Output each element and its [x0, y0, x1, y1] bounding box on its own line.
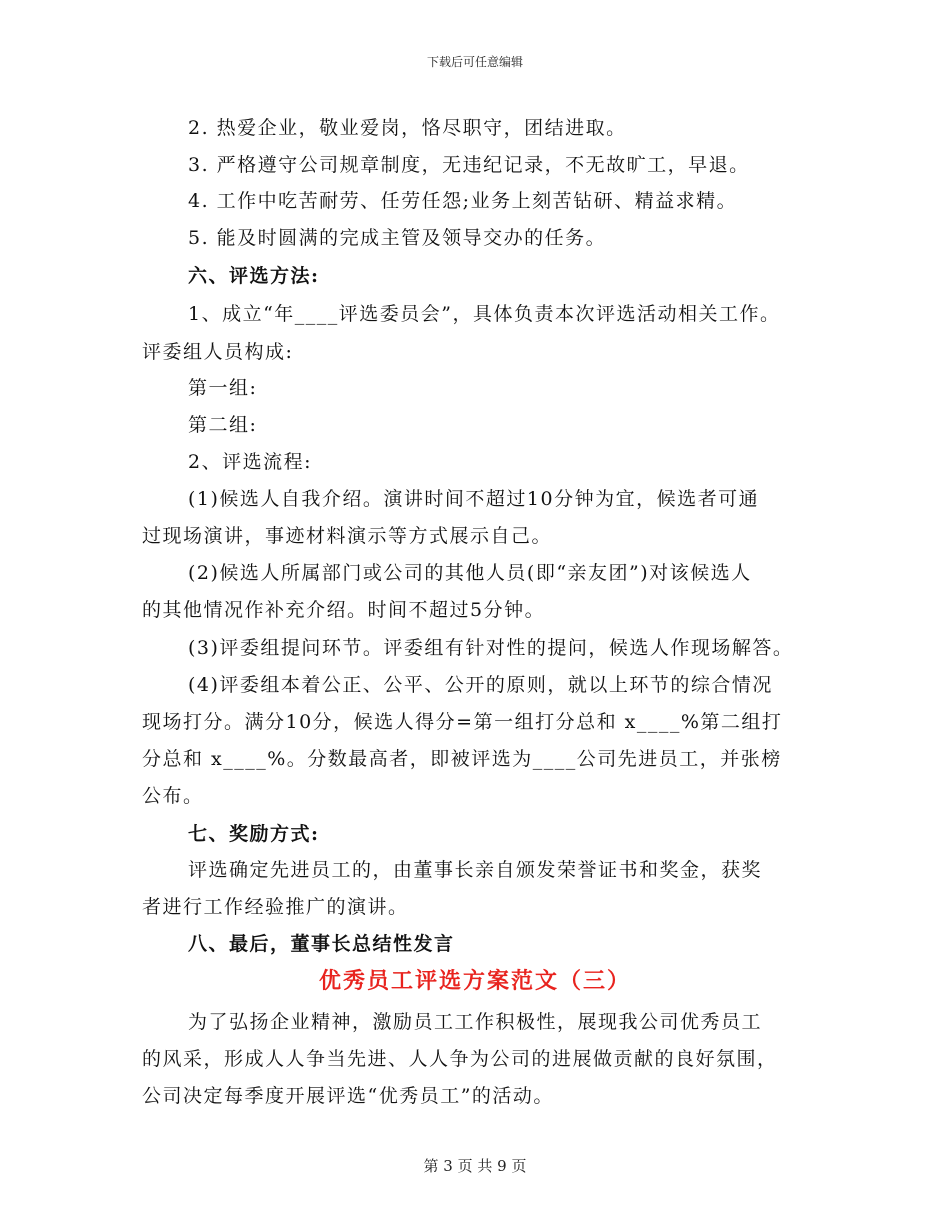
paragraph-line: 过现场演讲，事迹材料演示等方式展示自己。 — [142, 525, 553, 547]
page-number: 第 3 页 共 9 页 — [423, 1157, 527, 1175]
list-item: 4. 工作中吃苦耐劳、任劳任怨;业务上刻苦钻研、精益求精。 — [188, 190, 738, 212]
section-title: 优秀员工评选方案范文（三） — [318, 969, 631, 994]
paragraph-line: 2、评选流程: — [188, 451, 312, 473]
paragraph-line: (4)评委组本着公正、公平、公开的原则，就以上环节的综合情况 — [188, 674, 773, 696]
paragraph-line: (2)候选人所属部门或公司的其他人员(即“亲友团”)对该候选人 — [188, 562, 752, 584]
section-heading: 六、评选方法: — [188, 265, 320, 287]
paragraph-line: 的其他情况作补充介绍。时间不超过5分钟。 — [142, 599, 546, 621]
paragraph-line: 公司决定每季度开展评选“优秀员工”的活动。 — [142, 1085, 554, 1107]
paragraph-line: 评委组人员构成: — [142, 341, 294, 363]
paragraph-line: 分总和 x____%。分数最高者，即被评选为____公司先进员工，并张榜 — [142, 748, 782, 770]
section-heading: 七、奖励方式: — [188, 823, 320, 845]
list-item: 5. 能及时圆满的完成主管及领导交办的任务。 — [188, 227, 607, 249]
list-item: 3. 严格遵守公司规章制度，无违纪记录，不无故旷工，早退。 — [188, 154, 750, 176]
paragraph-line: 现场打分。满分10分，候选人得分=第一组打分总和 x____%第二组打 — [142, 711, 783, 733]
page-header: 下载后可任意编辑 — [426, 55, 523, 69]
paragraph-line: (1)候选人自我介绍。演讲时间不超过10分钟为宜，候选者可通 — [188, 488, 760, 510]
section-heading: 八、最后，董事长总结性发言 — [188, 933, 455, 955]
paragraph-line: 1、成立“年____评选委员会”，具体负责本次评选活动相关工作。 — [188, 303, 781, 325]
paragraph-line: 第一组: — [188, 377, 258, 399]
list-item: 2. 热爱企业，敬业爱岗，恪尽职守，团结进取。 — [188, 117, 627, 139]
paragraph-line: (3)评委组提问环节。评委组有针对性的提问，候选人作现场解答。 — [188, 637, 794, 659]
paragraph-line: 评选确定先进员工的，由董事长亲自颁发荣誉证书和奖金，获奖 — [188, 859, 763, 881]
paragraph-line: 为了弘扬企业精神，激励员工工作积极性，展现我公司优秀员工 — [188, 1011, 763, 1033]
paragraph-line: 者进行工作经验推广的演讲。 — [142, 896, 409, 918]
paragraph-line: 第二组: — [188, 414, 258, 436]
paragraph-line: 的风采，形成人人争当先进、人人争为公司的进展做贡献的良好氛围， — [142, 1048, 778, 1070]
paragraph-line: 公布。 — [142, 785, 204, 807]
